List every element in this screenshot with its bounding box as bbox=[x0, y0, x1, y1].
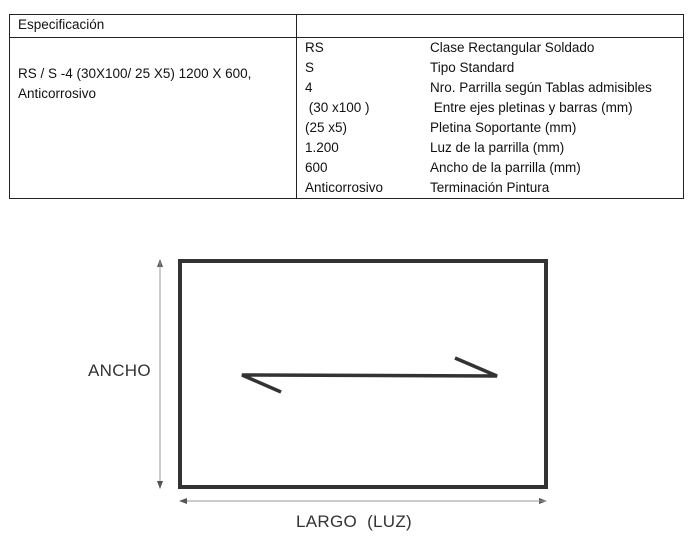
spec-code: RS bbox=[305, 40, 324, 55]
spec-code: 600 bbox=[305, 160, 328, 175]
spec-description: Entre ejes pletinas y barras (mm) bbox=[430, 100, 633, 115]
spec-cell: RS / S -4 (30X100/ 25 X5) 1200 X 600, Anticorrosivo bbox=[10, 38, 297, 199]
spec-code: 4 bbox=[305, 80, 313, 95]
spec-code: (25 x5) bbox=[305, 120, 348, 135]
spec-description: Terminación Pintura bbox=[430, 180, 550, 195]
bar-direction-arrow bbox=[242, 358, 497, 392]
spec-description: Nro. Parrilla según Tablas admisibles bbox=[430, 80, 652, 95]
header-cell: Especificación bbox=[10, 15, 297, 38]
width-label: ANCHO bbox=[88, 361, 151, 380]
spec-code: S bbox=[305, 60, 315, 75]
spec-description: Tipo Standard bbox=[430, 60, 515, 75]
spec-description: Clase Rectangular Soldado bbox=[430, 40, 595, 55]
spec-description: Ancho de la parrilla (mm) bbox=[430, 160, 581, 175]
spec-code: (30 x100 ) bbox=[305, 100, 370, 115]
spec-code: Anticorrosivo bbox=[305, 180, 384, 195]
length-label: LARGO (LUZ) bbox=[296, 512, 413, 531]
spec-description: Luz de la parrilla (mm) bbox=[430, 140, 565, 155]
spec-description: Pletina Soportante (mm) bbox=[430, 120, 577, 135]
spec-code: 1.200 bbox=[305, 140, 339, 155]
